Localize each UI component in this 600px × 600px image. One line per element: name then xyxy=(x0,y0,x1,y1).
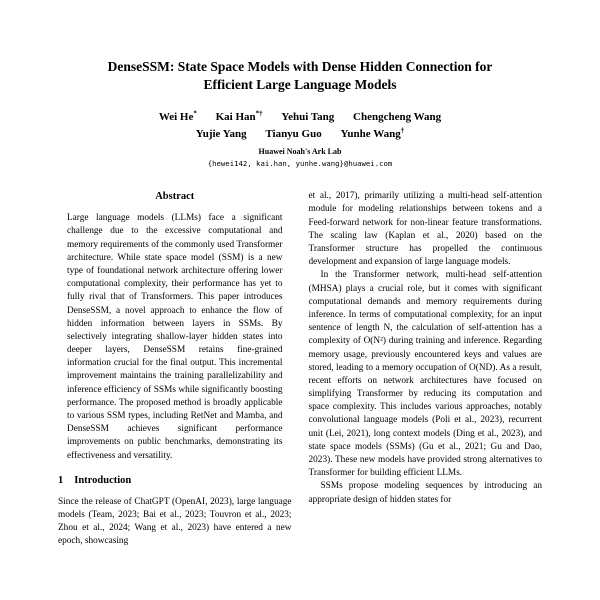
authors-row-2 xyxy=(58,126,542,144)
author-name: Kai Han xyxy=(215,110,256,123)
author xyxy=(281,111,334,123)
author-name: Chengcheng Wang xyxy=(353,110,442,123)
author xyxy=(353,111,441,123)
author xyxy=(216,111,263,123)
right-column xyxy=(309,190,543,548)
author xyxy=(265,128,321,140)
two-column-body xyxy=(58,190,542,548)
section-title: Introduction xyxy=(74,474,132,486)
intro-paragraph: Since the release of ChatGPT (OpenAI, 2023), large language models (Team, 2023; Bai et al., 2023; Touvron et al., 2023; Zhou et al., 2024; Wang et al., 2023) have entered a new epoch, showcasing xyxy=(58,496,292,547)
author-sup: *† xyxy=(255,109,263,118)
authors-row-1 xyxy=(58,108,542,126)
author xyxy=(340,128,404,140)
section-heading-introduction xyxy=(58,474,292,489)
body-paragraph-continuation: et al., 2017), primarily utilizing a multi-head self-attention module for modeling relationships between tokens and a Feed-forward network for non-linear feature transformations. The scaling law (Kaplan et al., 2020) based on the Transformer structure has propelled the continuous development and expansion of large language models. xyxy=(308,191,542,268)
author xyxy=(159,111,197,123)
abstract-body: Large language models (LLMs) face a significant challenge due to the excessive computational and memory requirements of the commonly used Transformer architecture. While state space model (SSM) is a new type of foundational network architecture offering lower computational complexity, their performance has yet to fully rival that of Transformers. This paper introduces DenseSSM, a novel approach to enhance the flow of hidden information between layers in SSMs. By selectively integrating shallow-layer hidden states into deeper layers, DenseSSM retains fine-grained information crucial for the final output. This incremental improvement maintains the training parallelizability and inference efficiency of SSMs while significantly boosting performance. The proposed method is broadly applicable to various SSM types, including RetNet and Mamba, and DenseSSM achieves significant performance improvements on public benchmarks, demonstrating its effectiveness and versatility. xyxy=(67,213,283,461)
author-name: Wei He xyxy=(158,110,194,123)
abstract-heading: Abstract xyxy=(155,191,195,203)
left-column xyxy=(58,190,292,548)
paper-title-line1: DenseSSM: State Space Models with Dense Hidden Connection for xyxy=(107,59,493,74)
paper-title-line2: Efficient Large Language Models xyxy=(203,76,397,92)
section-number: 1 xyxy=(58,474,64,486)
author-name: Yujie Yang xyxy=(195,128,247,141)
author xyxy=(196,128,247,140)
author-sup: † xyxy=(400,126,405,135)
contact-email: {hewei142, kai.han, yunhe.wang}@huawei.com xyxy=(207,159,393,169)
author-sup: * xyxy=(193,109,197,118)
affiliation: Huawei Noah's Ark Lab xyxy=(258,147,342,157)
author-name: Yehui Tang xyxy=(281,110,335,123)
author-name: Tianyu Guo xyxy=(265,128,322,141)
author-name: Yunhe Wang xyxy=(340,128,401,141)
body-paragraph-transformer: In the Transformer network, multi-head self-attention (MHSA) plays a crucial role, but it comes with significant computational demands and memory requirements during inference. In terms of computational complexity, for an input sentence of length N, the calculation of self-attention has a complexity of O(N²) during training and inference. Regarding memory usage, previously encountered keys and values are stored, leading to a memory occupation of O(ND). As a result, recent efforts on network architectures have focused on simplifying Transformer by reducing its computation and space complexity. This includes various approaches, notably convolutional language models (Poli et al., 2023), recurrent unit (Lei, 2021), long context models (Ding et al., 2023), and state space models (SSMs) (Gu et al., 2021; Gu and Dao, 2023). These new models have provided strong alternatives to Transformer for building efficient LLMs. xyxy=(308,270,542,479)
paper-title xyxy=(58,58,542,93)
body-paragraph-ssm: SSMs propose modeling sequences by introducing an appropriate design of hidden states for xyxy=(308,481,542,505)
authors-block xyxy=(58,108,542,143)
